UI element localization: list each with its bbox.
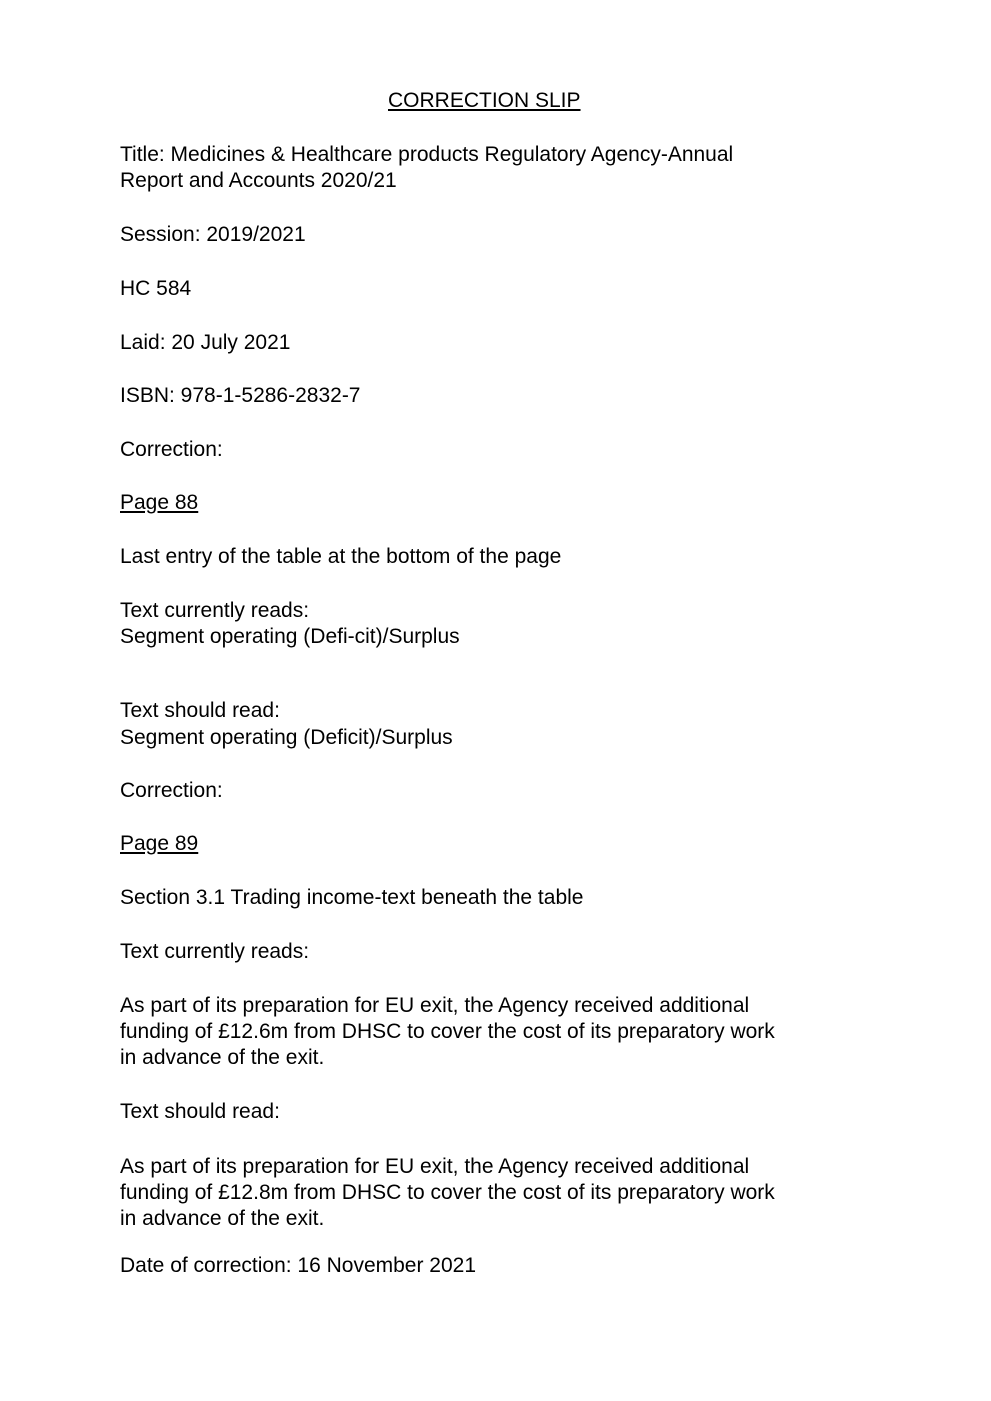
- should-text-line: funding of £12.8m from DHSC to cover the cost of its preparatory work: [120, 1181, 775, 1204]
- should-label: Text should read:: [120, 1100, 280, 1123]
- current-text: Segment operating (Defi-cit)/Surplus: [120, 625, 460, 648]
- title-line-2: Report and Accounts 2020/21: [120, 169, 397, 192]
- hc-number: HC 584: [120, 277, 192, 300]
- current-label: Text currently reads:: [120, 940, 310, 963]
- current-text-line: funding of £12.6m from DHSC to cover the cost of its preparatory work: [120, 1020, 775, 1043]
- correction-date: Date of correction: 16 November 2021: [120, 1254, 477, 1277]
- correction-label: Correction:: [120, 438, 223, 461]
- laid-date: Laid: 20 July 2021: [120, 331, 291, 354]
- title-line-1: Title: Medicines & Healthcare products Regulatory Agency-Annual: [120, 143, 734, 166]
- current-text-line: in advance of the exit.: [120, 1046, 325, 1069]
- session: Session: 2019/2021: [120, 223, 306, 246]
- isbn: ISBN: 978-1-5286-2832-7: [120, 384, 361, 407]
- location: Section 3.1 Trading income-text beneath the table: [120, 886, 584, 909]
- correction-label: Correction:: [120, 779, 223, 802]
- heading: CORRECTION SLIP: [388, 89, 581, 112]
- page-reference: Page 88: [120, 491, 199, 514]
- current-text-line: As part of its preparation for EU exit, the Agency received additional: [120, 994, 750, 1017]
- should-text-line: in advance of the exit.: [120, 1207, 325, 1230]
- should-text: Segment operating (Deficit)/Surplus: [120, 726, 453, 749]
- page-reference: Page 89: [120, 832, 199, 855]
- should-text-line: As part of its preparation for EU exit, the Agency received additional: [120, 1155, 750, 1178]
- location: Last entry of the table at the bottom of the page: [120, 545, 562, 568]
- should-label: Text should read:: [120, 699, 280, 722]
- current-label: Text currently reads:: [120, 599, 310, 622]
